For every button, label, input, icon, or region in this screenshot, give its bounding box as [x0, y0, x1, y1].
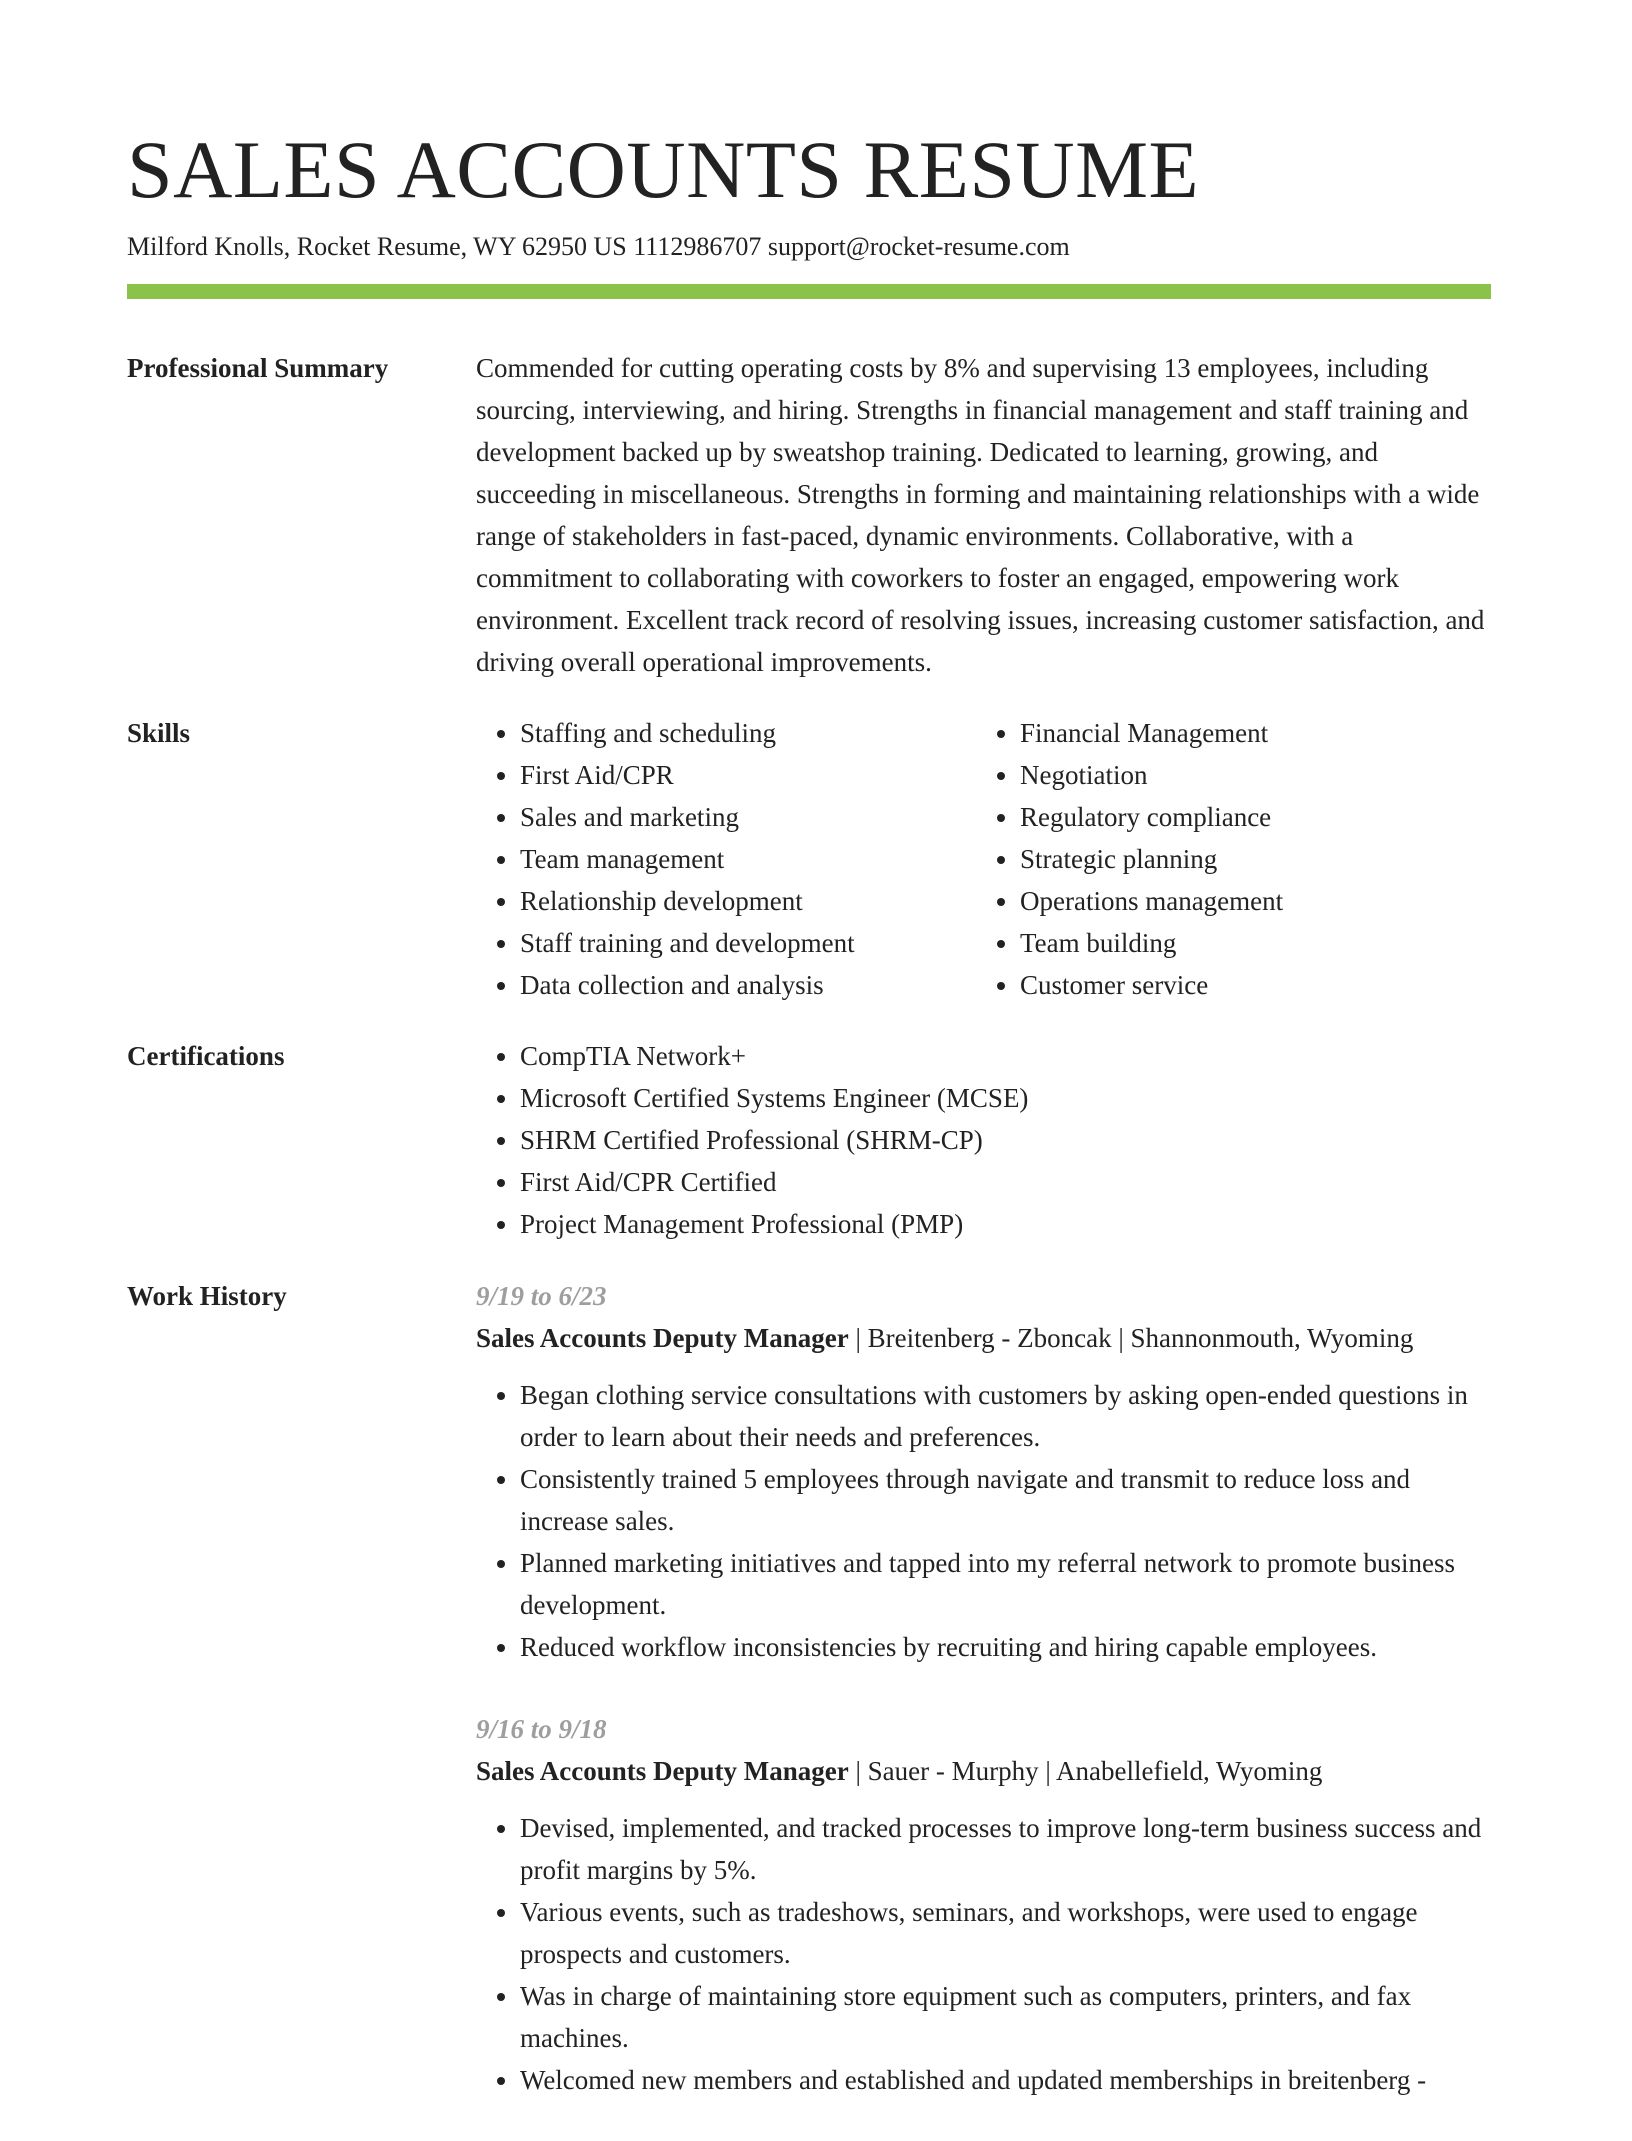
skills-list-right [976, 712, 1476, 1006]
section-label-summary: Professional Summary [127, 353, 389, 383]
section-label-work-history: Work History [127, 1281, 287, 1311]
job-bullet: • Was in charge of maintaining store equipment such as computers, printers, and fax machines. [520, 1975, 1491, 2059]
skill-item: • Team building [1020, 922, 1476, 964]
skill-item: • Team management [520, 838, 976, 880]
job-dates: 9/19 to 6/23 [476, 1281, 607, 1311]
job-heading [476, 1317, 1491, 1359]
skill-item: • Financial Management [1020, 712, 1476, 754]
job-bullet: • Planned marketing initiatives and tapped into my referral network to promote business development. [520, 1542, 1491, 1626]
job-details: | Breitenberg - Zboncak | Shannonmouth, Wyoming [848, 1323, 1414, 1353]
skill-item: • Data collection and analysis [520, 964, 976, 1006]
job-heading [476, 1750, 1491, 1792]
skill-item: • Sales and marketing [520, 796, 976, 838]
skill-item: • Customer service [1020, 964, 1476, 1006]
section-label-skills: Skills [127, 718, 191, 748]
certifications-list [476, 1035, 1491, 1245]
job-details: | Sauer - Murphy | Anabellefield, Wyoming [848, 1756, 1323, 1786]
job-bullets [476, 1807, 1491, 2101]
section-label-certifications: Certifications [127, 1041, 285, 1071]
skill-item: • Regulatory compliance [1020, 796, 1476, 838]
skill-item: • First Aid/CPR [520, 754, 976, 796]
skills-grid [476, 712, 1491, 1006]
job-dates: 9/16 to 9/18 [476, 1714, 607, 1744]
skill-item: • Staffing and scheduling [520, 712, 976, 754]
certification-item: • Project Management Professional (PMP) [520, 1203, 1491, 1245]
job-title: Sales Accounts Deputy Manager [476, 1756, 849, 1786]
skills-list-left [476, 712, 976, 1006]
contact-line: Milford Knolls, Rocket Resume, WY 62950 US 1112986707 support@rocket-resume.com [127, 232, 1070, 261]
skill-item: • Operations management [1020, 880, 1476, 922]
certification-item: • First Aid/CPR Certified [520, 1161, 1491, 1203]
certification-item: • CompTIA Network+ [520, 1035, 1491, 1077]
job-entry [476, 1275, 1491, 1668]
skill-item: • Strategic planning [1020, 838, 1476, 880]
resume-title: SALES ACCOUNTS RESUME [127, 124, 1200, 215]
job-bullet: • Began clothing service consultations with customers by asking open-ended questions in order to learn about their needs and preferences. [520, 1374, 1491, 1458]
summary-text: Commended for cutting operating costs by 8% and supervising 13 employees, including sourcing, interviewing, and hiring. Strengths in financial management and staff training and development backed up by sweatshop training. Dedicated to learning, growing, and succeeding in miscellaneous. Strengths in forming and maintaining relationships with a wide range of stakeholders in fast-paced, dynamic environments. Collaborative, with a commitment to collaborating with coworkers to foster an engaged, empowering work environment. Excellent track record of resolving issues, increasing customer satisfaction, and driving overall operational improvements. [476, 353, 1485, 677]
certifications-block [476, 1035, 1491, 1245]
accent-divider [127, 284, 1491, 299]
work-history-block [476, 1275, 1491, 2141]
certification-item: • Microsoft Certified Systems Engineer (MCSE) [520, 1077, 1491, 1119]
job-title: Sales Accounts Deputy Manager [476, 1323, 849, 1353]
skill-item: • Relationship development [520, 880, 976, 922]
job-bullet: • Welcomed new members and established and updated memberships in breitenberg - [520, 2059, 1491, 2101]
skill-item: • Negotiation [1020, 754, 1476, 796]
skill-item: • Staff training and development [520, 922, 976, 964]
job-bullets [476, 1374, 1491, 1668]
summary-block [476, 347, 1491, 683]
job-bullet: • Consistently trained 5 employees through navigate and transmit to reduce loss and increase sales. [520, 1458, 1491, 1542]
job-bullet: • Devised, implemented, and tracked processes to improve long-term business success and profit margins by 5%. [520, 1807, 1491, 1891]
skills-block [476, 712, 1491, 1006]
job-entry [476, 1708, 1491, 2101]
job-bullet: • Various events, such as tradeshows, seminars, and workshops, were used to engage prospects and customers. [520, 1891, 1491, 1975]
job-bullet: • Reduced workflow inconsistencies by recruiting and hiring capable employees. [520, 1626, 1491, 1668]
certification-item: • SHRM Certified Professional (SHRM-CP) [520, 1119, 1491, 1161]
